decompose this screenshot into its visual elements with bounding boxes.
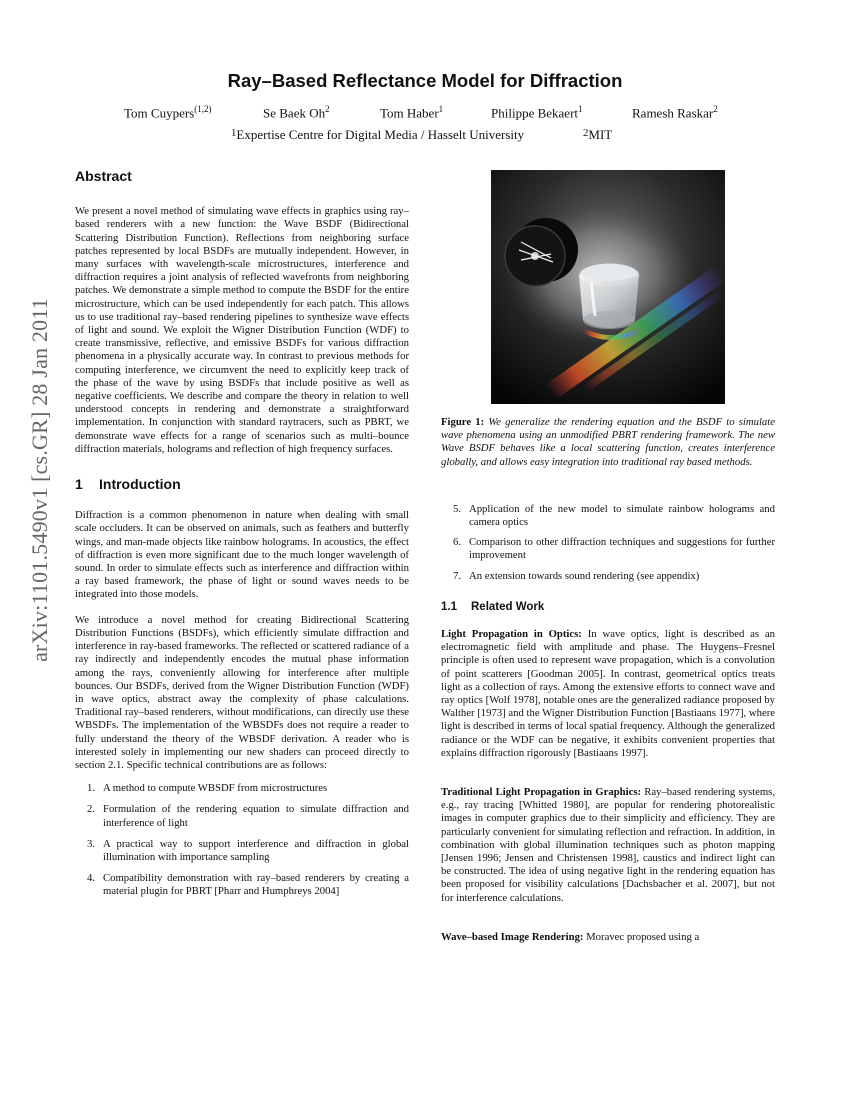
list-item: [75, 803, 409, 829]
author: [263, 104, 330, 121]
author-name: Philippe Bekaert: [491, 105, 579, 121]
list-text: An extension towards sound rendering (see appendix): [469, 569, 700, 582]
run-in-heading: Wave–based Image Rendering:: [441, 930, 584, 943]
author: [380, 104, 443, 121]
author: [491, 104, 583, 121]
figure-caption-text: We generalize the rendering equation and the BSDF to simulate wave phenomena using an unmodified PBRT rendering framework. The new Wave BSDF behaves like a local scattering function, creates interference globally, and allows easy integration into traditional ray based methods.: [441, 416, 775, 468]
list-number: 2.: [87, 803, 96, 816]
abstract-heading: Abstract: [75, 168, 132, 184]
author-list: [0, 104, 850, 122]
run-in-heading: Light Propagation in Optics:: [441, 628, 582, 641]
affiliation-sup: 2: [583, 127, 589, 139]
affiliation-text: Expertise Centre for Digital Media / Hasselt University: [236, 127, 525, 142]
list-number: 7.: [453, 569, 462, 582]
author: [124, 104, 211, 121]
paragraph: We introduce a novel method for creating Bidirectional Scattering Distribution Functions (BSDFs), which efficiently simulate diffraction and interference in ray-based frameworks. The reflected or scattered radiance of a ray indirectly and independently encodes the mutual phase information among the rays, conveniently allowing for interference after multiple bounces. Our BSDFs, derived from the Wigner Distribution Function (WDF) in wave optics, abstract away the complexity of phase calculations. Traditional ray–based renderers, without modifications, can directly use these WBSDFs. The implementation of the WBSDFs does not require a reader to fully understand the theory of the WBSDF derivation. A reader who is interested solely in implementing our new shaders can proceed directly to section 2.1. Specific technical contributions are as follows:: [75, 613, 409, 771]
arxiv-stamp: [12, 270, 68, 690]
list-item: [75, 838, 409, 864]
list-item: [441, 536, 775, 562]
list-number: 1.: [87, 782, 96, 795]
author-sup: 2: [325, 104, 330, 114]
list-item: [441, 570, 775, 583]
figure-1-image: [491, 170, 725, 404]
paragraph: [441, 786, 775, 905]
arxiv-id: arXiv:1101.5490v1 [cs.GR] 28 Jan 2011: [27, 298, 52, 662]
section-title: Introduction: [99, 476, 181, 493]
paragraph: [441, 931, 775, 944]
affiliation: [231, 127, 525, 145]
author-sup: 1: [578, 104, 583, 114]
author-name: Se Baek Oh: [263, 105, 326, 121]
list-item: [75, 782, 409, 795]
author-name: Ramesh Raskar: [632, 105, 714, 121]
affiliation-text: MIT: [588, 127, 613, 142]
figure-1-caption: [441, 416, 775, 469]
glass-cup-base: [583, 311, 635, 329]
author-sup: (1,2): [194, 104, 212, 114]
section-heading: [75, 478, 409, 491]
subsection-number: 1.1: [441, 600, 457, 613]
author-name: Tom Cuypers: [124, 105, 195, 121]
author: [632, 104, 718, 121]
list-text: Application of the new model to simulate rainbow holograms and camera optics: [469, 502, 775, 529]
list-number: 6.: [453, 536, 462, 549]
subsection-title: Related Work: [471, 600, 545, 613]
list-number: 3.: [87, 837, 96, 850]
abstract-text: We present a novel method of simulating wave effects in graphics using ray–based renderers with a new function: the Wave BSDF (Bidirectional Scattering Distribution Function). Reflections from neighboring surface patches represented by local BSDFs are mutually independent. However, in many surfaces with wavelength-scale microstructures, interference and diffraction requires a joint analysis of reflected wavefronts from neighboring patches. We demonstrate a simple method to compute the BSDF for the entire microstructure, which can be used independently for each patch. This allows us to use traditional ray–based rendering pipelines to synthesize wave effects of light and sound. We exploit the Wigner Distribution Function (WDF) to create transmissive, reflective, and emissive BSDFs for various diffraction phenomena in a physically accurate way. In contrast to previous methods for computing interference, we circumvent the need to explicitly keep track of the phase of the wave by using BSDFs that include positive as well as negative coefficients. We describe and compare the theory in relation to well understood concepts in rendering and demonstrate a straightforward implementation. In conjunction with standard raytracers, such as PBRT, we demonstrate wave effects for a range of scenarios such as multi–bounce diffraction materials, holograms and reflection of high frequency surfaces.: [75, 205, 409, 455]
author-sup: 1: [438, 104, 444, 114]
list-item: [75, 872, 409, 898]
figure-label: Figure 1:: [441, 416, 485, 428]
list-text: Comparison to other diffraction techniques and suggestions for further improvement: [469, 536, 775, 562]
author-sup: 2: [713, 104, 718, 114]
list-text: A practical way to support interference and diffraction in global illumination with importance sampling: [103, 837, 409, 863]
paragraph-text: Moravec proposed using a: [586, 930, 700, 943]
figure-render: [491, 170, 725, 404]
list-text: A method to compute WBSDF from microstructures: [103, 782, 328, 795]
paragraph-text: In wave optics, light is described as an electromagnetic field with amplitude and phase. The Huygens–Fresnel principle is often used to represent wave propagation, which is a convolution of point scatterers [Goodman 2005]. In contrast, geometrical optics treats light as a collection of rays. Among the extensive efforts to connect wave and ray optics [Wolf 1978], notable ones are the generalized radiance proposed by Walther [1973] and the Wigner Distribution Function [Bastiaans 1977], where light is described in terms of local spatial frequency. Although the generalized radiance or the WDF can be negative, it exhibits convenient properties that explains diffraction rigorously [Bastiaans 1997].: [441, 628, 775, 759]
list-item: [441, 503, 775, 529]
list-number: 5.: [453, 502, 462, 515]
paper-title: Ray–Based Reflectance Model for Diffraction: [227, 70, 623, 91]
paragraph: Diffraction is a common phenomenon in nature when dealing with small scale occluders. It can be observed on animals, such as feathers and butterfly wings, and man-made objects like rainbow holograms. In acoustics, the effect of diffraction is even more significant due to the much longer wavelength of sound. In order to simulate effects such as interference and diffraction within a ray based framework, the phase of light or sound waves needs to be integrated into those models.: [75, 509, 409, 601]
contributions-list: [75, 782, 409, 898]
list-text: Formulation of the rendering equation to simulate diffraction and interference of light: [103, 803, 409, 829]
run-in-heading: Traditional Light Propagation in Graphics:: [441, 786, 642, 799]
list-number: 4.: [87, 872, 96, 885]
subsection-heading: [441, 601, 775, 614]
affiliation-sup: 1: [231, 127, 237, 139]
contributions-list-continued: [441, 503, 775, 583]
list-text: Compatibility demonstration with ray–based renderers by creating a material plugin for PBRT [Pharr and Humphreys 2004]: [103, 872, 409, 898]
paragraph: [441, 628, 775, 760]
left-column: [75, 170, 409, 899]
right-column: [441, 416, 775, 944]
affiliation: [583, 127, 613, 145]
section-number: 1: [75, 476, 83, 493]
author-name: Tom Haber: [380, 105, 439, 121]
paragraph-text: Ray–based rendering systems, e.g., ray tracing [Whitted 1980], are popular for rendering photorealistic images in computer graphics due to their simplicity and efficiency. They are particularly convenient for simulating reflection and refraction. In addition, in combination with global illumination techniques such as photon mapping [Jensen 1996; Jensen and Christensen 1998], caustics and indirect light can be constructed. The idea of using negative light in the rendering equation has been proposed for visibility calculations [Dachsbacher et al. 2007], but not for interference calculations.: [441, 786, 775, 904]
